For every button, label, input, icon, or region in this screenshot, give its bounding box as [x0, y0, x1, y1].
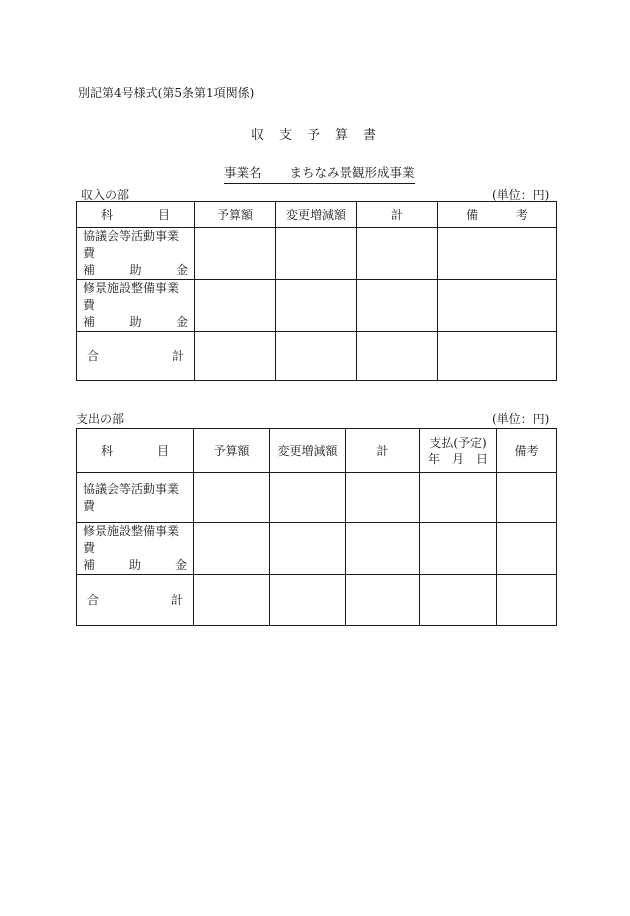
income-section-label: 収入の部	[81, 188, 130, 202]
income-header-change: 変更増減額	[276, 202, 357, 228]
expense-cell	[497, 575, 557, 626]
expense-cell	[270, 473, 346, 523]
income-header-row	[77, 202, 557, 228]
income-cell	[276, 332, 357, 381]
project-underline	[224, 183, 415, 184]
expense-cell	[497, 473, 557, 523]
expense-total-row	[77, 575, 557, 626]
expense-header-change: 変更増減額	[270, 429, 346, 473]
expense-total-label: 合 計	[77, 575, 194, 626]
income-cell	[357, 280, 438, 332]
expense-cell	[194, 575, 270, 626]
expense-row	[77, 523, 557, 575]
expense-header-payment: 支払(予定) 年 月 日	[420, 429, 497, 473]
income-cell	[438, 332, 557, 381]
income-header-budget: 予算額	[195, 202, 276, 228]
income-row-subject: 協議会等活動事業費 補 助 金	[77, 228, 195, 280]
income-unit-label: (単位：円)	[492, 188, 550, 202]
income-cell	[276, 228, 357, 280]
expense-row-subject: 協議会等活動事業費	[77, 473, 194, 523]
income-cell	[195, 280, 276, 332]
expense-cell	[497, 523, 557, 575]
expense-header-subject: 科 目	[77, 429, 194, 473]
expense-row	[77, 473, 557, 523]
income-total-label: 合 計	[77, 332, 195, 381]
income-header-subject: 科 目	[77, 202, 195, 228]
income-cell	[195, 228, 276, 280]
expense-header-budget: 予算額	[194, 429, 270, 473]
income-table	[76, 201, 557, 381]
form-reference: 別記第4号様式(第5条第1項関係)	[78, 86, 255, 100]
expense-header-total: 計	[346, 429, 420, 473]
expense-header-row	[77, 429, 557, 473]
expense-cell	[346, 575, 420, 626]
expense-table	[76, 428, 557, 626]
expense-cell	[194, 473, 270, 523]
expense-cell	[346, 523, 420, 575]
income-cell	[438, 228, 557, 280]
expense-cell	[346, 473, 420, 523]
expense-cell	[420, 473, 497, 523]
project-label: 事業名	[224, 165, 262, 180]
income-cell	[195, 332, 276, 381]
income-header-remarks: 備 考	[438, 202, 557, 228]
income-cell	[357, 228, 438, 280]
income-row-subject: 修景施設整備事業費 補 助 金	[77, 280, 195, 332]
expense-header-remarks: 備考	[497, 429, 557, 473]
income-cell	[357, 332, 438, 381]
expense-cell	[194, 523, 270, 575]
expense-cell	[420, 523, 497, 575]
expense-cell	[270, 523, 346, 575]
expense-cell	[420, 575, 497, 626]
expense-row-subject: 修景施設整備事業費 補 助 金	[77, 523, 194, 575]
income-row	[77, 280, 557, 332]
income-header-total: 計	[357, 202, 438, 228]
project-line	[224, 163, 415, 181]
document-title: 収支予算書	[250, 128, 391, 143]
expense-section-label: 支出の部	[76, 412, 125, 426]
income-cell	[438, 280, 557, 332]
income-cell	[276, 280, 357, 332]
project-name: まちなみ景観形成事業	[289, 165, 415, 180]
expense-cell	[270, 575, 346, 626]
income-row	[77, 228, 557, 280]
expense-unit-label: (単位：円)	[492, 412, 550, 426]
income-total-row	[77, 332, 557, 381]
